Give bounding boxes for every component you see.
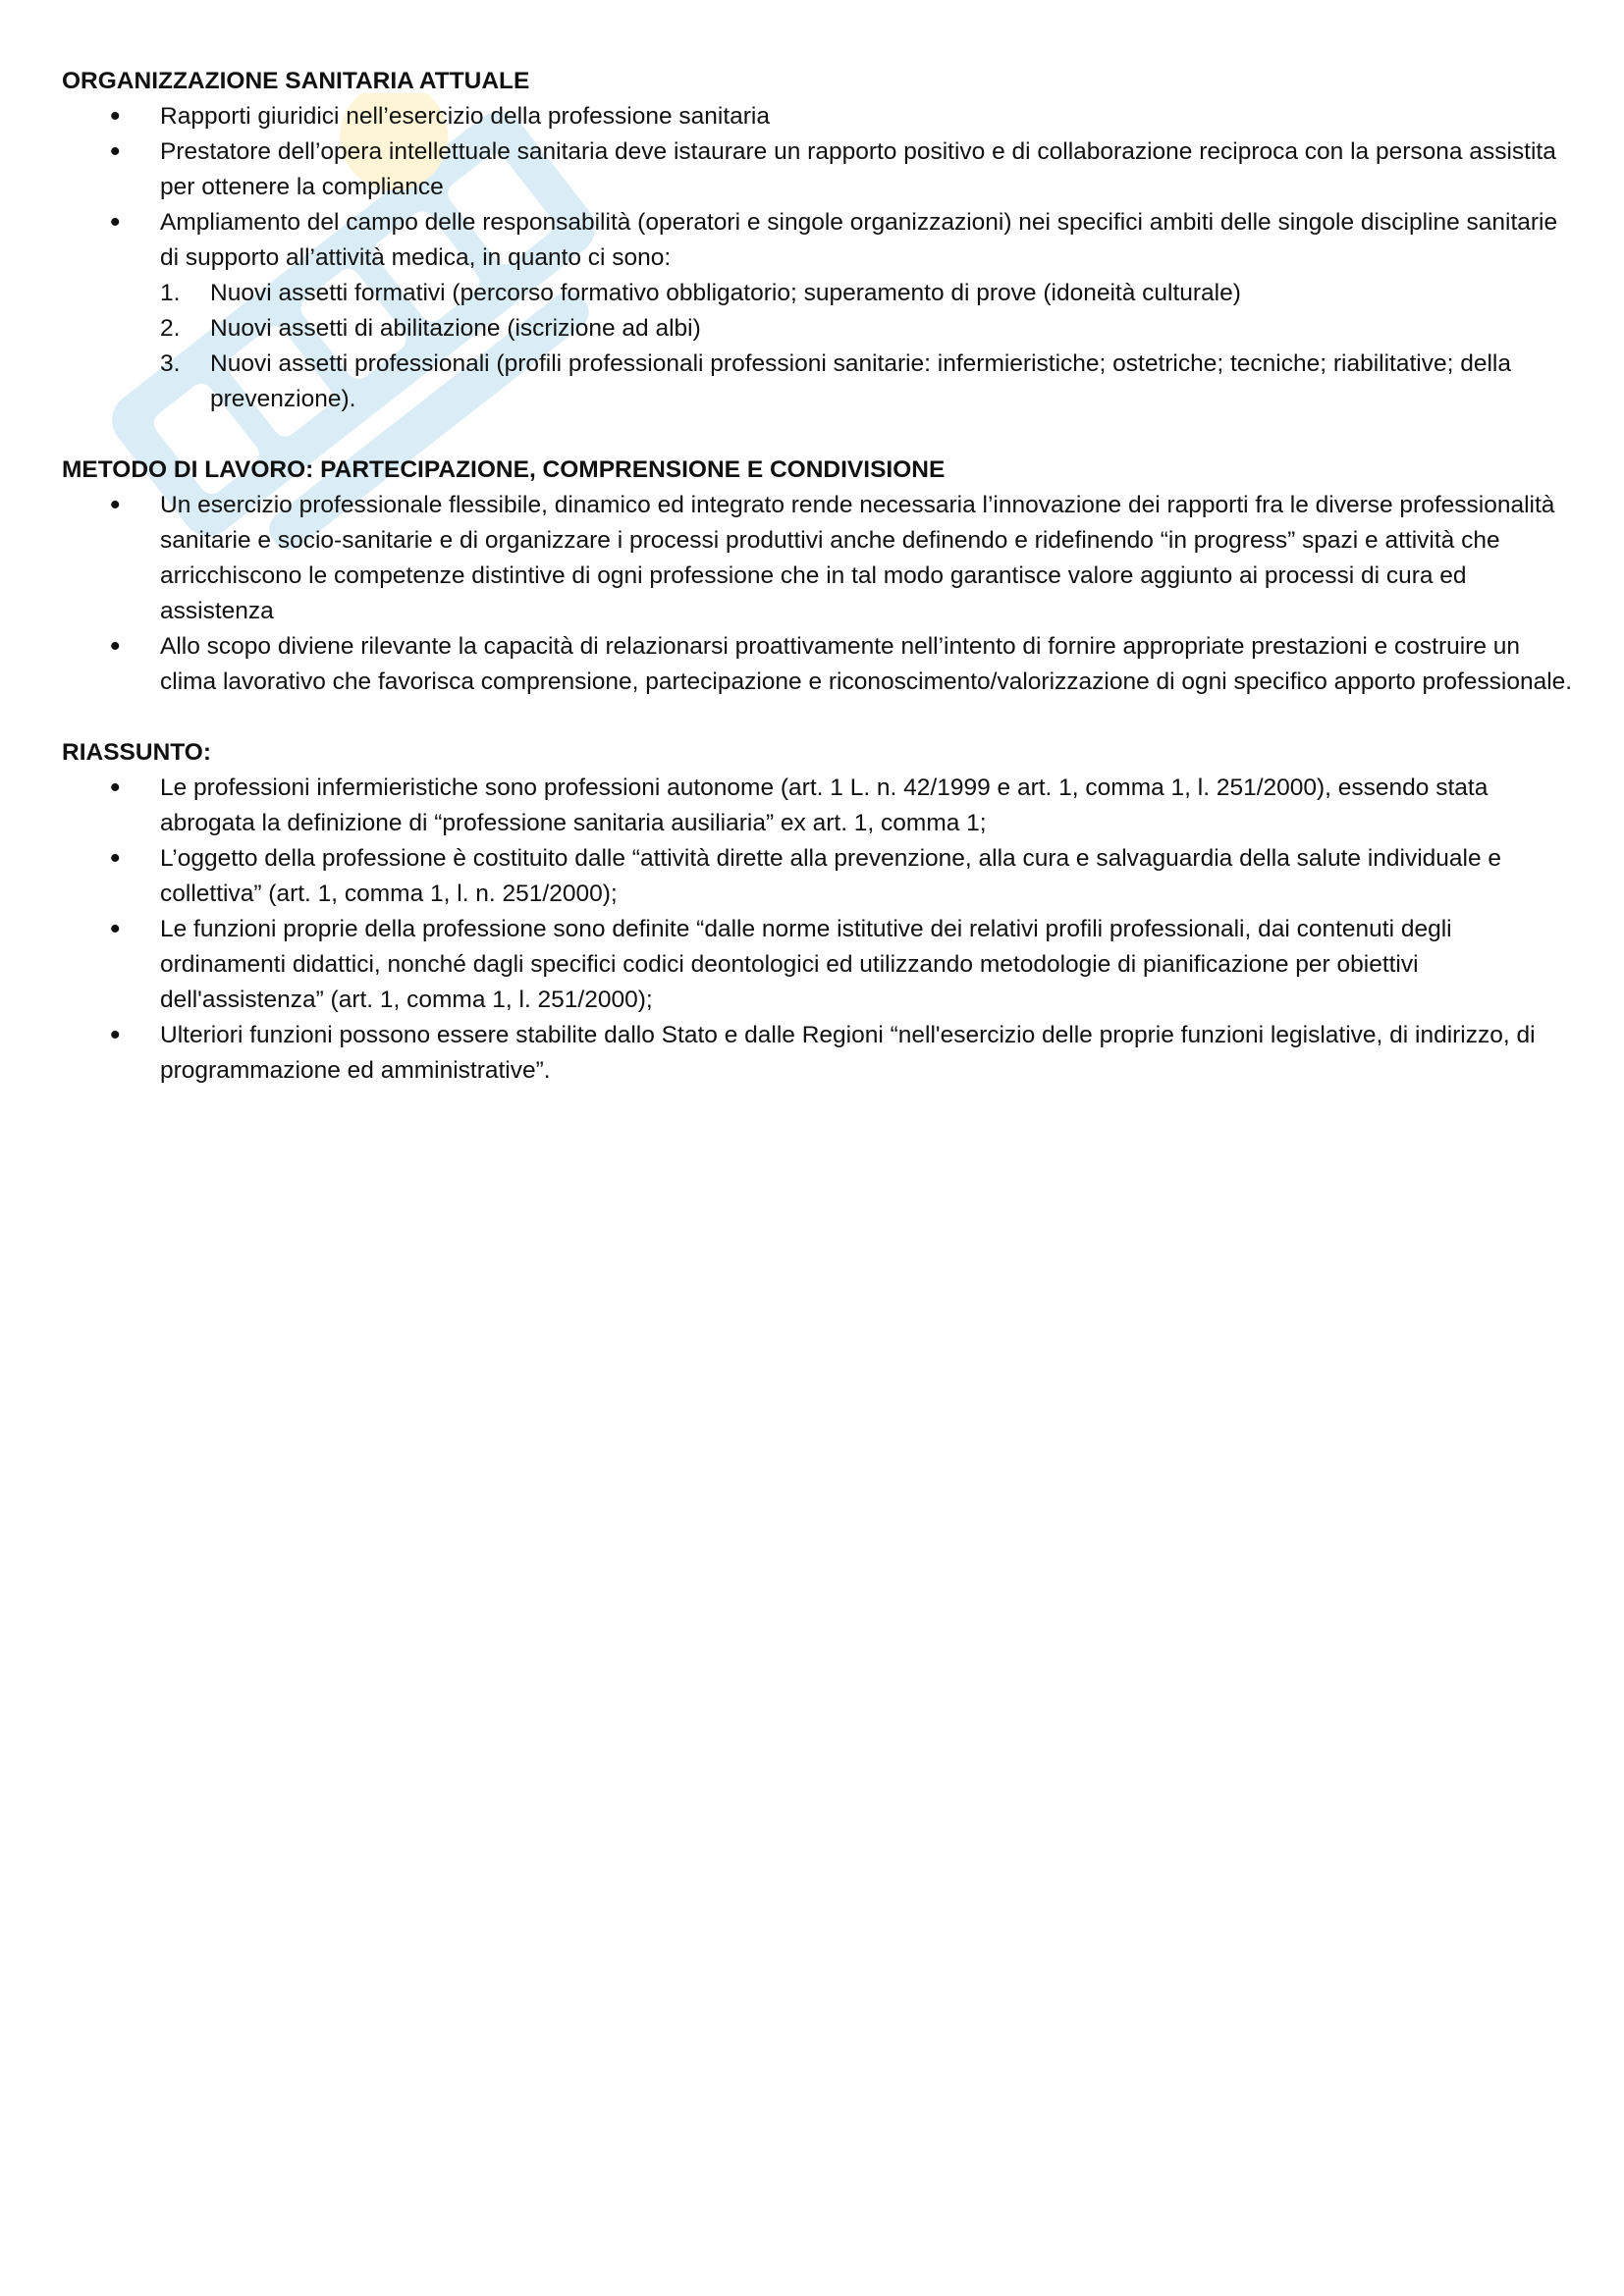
item-number: 2. [160, 315, 181, 342]
section-organizzazione [62, 64, 1574, 417]
item-number: 1. [160, 280, 181, 306]
section-heading: RIASSUNTO: [62, 739, 212, 766]
numbered-item [160, 276, 1574, 311]
bullet-list [62, 771, 1574, 1089]
section-metodo-di-lavoro [62, 453, 1574, 700]
bullet-list [62, 99, 1574, 417]
numbered-item [160, 347, 1574, 417]
list-item: • Un esercizio professionale flessibile, dinamico ed integrato rende necessaria l’innovazione dei rapporti fra le diverse professionalità sanitarie e socio-sanitarie e di organizzare i processi produttivi anche definendo e ridefinendo “in progress” spazi e attività che arricchiscono le competenze distintive di ogni professione che in tal modo garantisce valore aggiunto ai processi di cura ed assistenza [160, 488, 1574, 629]
numbered-item-text: Nuovi assetti professionali (profili professionali professioni sanitarie: infermieristiche; ostetriche; tecniche; riabilitative; della prevenzione). [210, 350, 1511, 412]
list-item [160, 205, 1574, 417]
numbered-list [160, 276, 1574, 417]
item-number: 3. [160, 350, 181, 377]
numbered-item [160, 311, 1574, 347]
list-item-text: Ampliamento del campo delle responsabilità (operatori e singole organizzazioni) nei specifici ambiti delle singole discipline sanitarie di supporto all’attività medica, in quanto ci sono: [160, 209, 1558, 271]
section-heading: ORGANIZZAZIONE SANITARIA ATTUALE [62, 68, 530, 94]
numbered-item-text: Nuovi assetti di abilitazione (iscrizione ad albi) [210, 315, 701, 342]
list-item: • Le professioni infermieristiche sono professioni autonome (art. 1 L. n. 42/1999 e art. 1, comma 1, l. 251/2000), essendo stata abrogata la definizione di “professione sanitaria ausiliaria” ex art. 1, comma 1; [160, 771, 1574, 841]
section-heading: METODO DI LAVORO: PARTECIPAZIONE, COMPRENSIONE E CONDIVISIONE [62, 456, 946, 483]
list-item: • Prestatore dell’opera intellettuale sanitaria deve istaurare un rapporto positivo e di collaborazione reciproca con la persona assistita per ottenere la compliance [160, 134, 1574, 205]
document-page [62, 64, 1574, 1124]
section-riassunto [62, 735, 1574, 1089]
list-item: • L’oggetto della professione è costituito dalle “attività dirette alla prevenzione, alla cura e salvaguardia della salute individuale e collettiva” (art. 1, comma 1, l. n. 251/2000); [160, 841, 1574, 912]
list-item: • Le funzioni proprie della professione sono definite “dalle norme istitutive dei relativi profili professionali, dai contenuti degli ordinamenti didattici, nonché dagli specifici codici deontologici ed utilizzando metodologie di pianificazione per obiettivi dell'assistenza” (art. 1, comma 1, l. 251/2000); [160, 912, 1574, 1018]
bullet-list [62, 488, 1574, 700]
list-item: • Rapporti giuridici nell’esercizio della professione sanitaria [160, 99, 1574, 134]
list-item: • Ulteriori funzioni possono essere stabilite dallo Stato e dalle Regioni “nell'esercizio delle proprie funzioni legislative, di indirizzo, di programmazione ed amministrative”. [160, 1018, 1574, 1089]
numbered-item-text: Nuovi assetti formativi (percorso formativo obbligatorio; superamento di prove (idoneità culturale) [210, 280, 1241, 306]
list-item: • Allo scopo diviene rilevante la capacità di relazionarsi proattivamente nell’intento di fornire appropriate prestazioni e costruire un clima lavorativo che favorisca comprensione, partecipazione e riconoscimento/valorizzazione di ogni specifico apporto professionale. [160, 629, 1574, 700]
